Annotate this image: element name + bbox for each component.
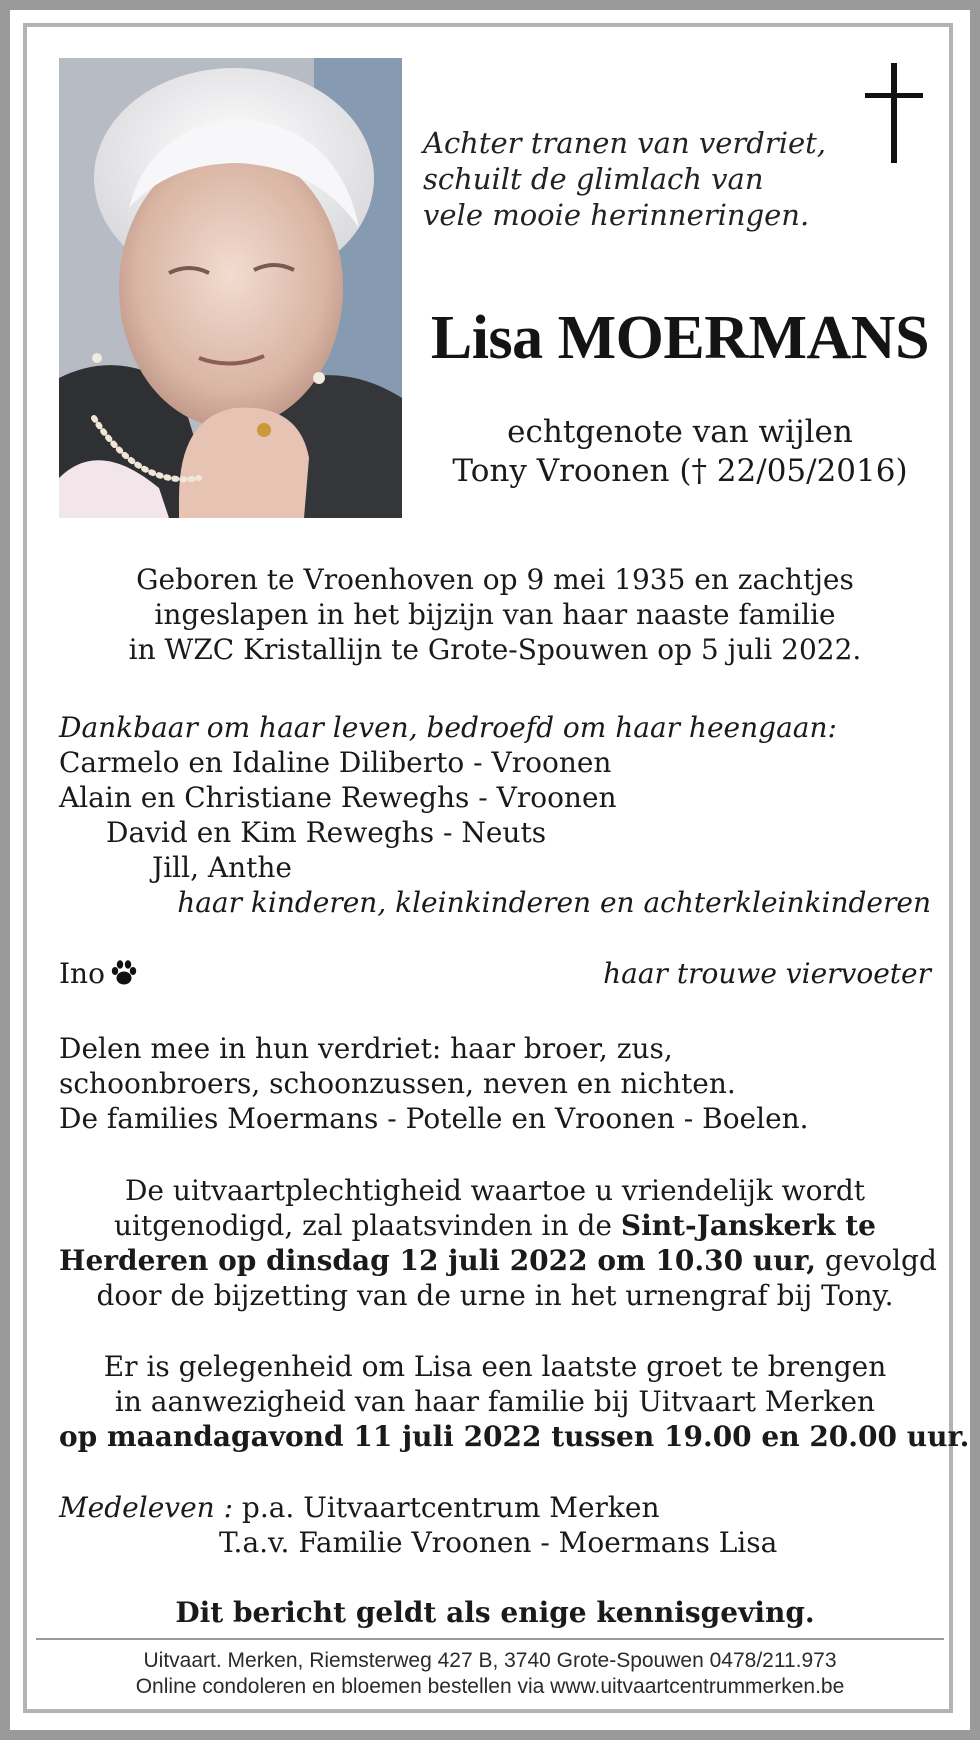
condolence-address [59,1490,931,1560]
ceremony-text: gevolgd [816,1244,937,1277]
ceremony-text: uitgenodigd, zal plaatsvinden in de [113,1209,621,1242]
paragraph-line: De uitvaartplechtigheid waartoe u vriendelijk wordt [124,1174,866,1207]
obituary-card [10,10,970,1730]
spouse-line: echtgenote van wijlen [507,414,853,450]
ceremony-datetime: Herderen op dinsdag 12 juli 2022 om 10.30 uur, [59,1244,817,1277]
condolence-text: p.a. Uitvaartcentrum Merken [233,1491,660,1524]
pet-row [59,956,931,991]
family-line: Carmelo en Idaline Diliberto - Vroonen [59,746,612,779]
paragraph-line: in WZC Kristallijn te Grote-Spouwen op 5 juli 2022. [128,633,862,666]
deceased-name: Lisa MOERMANS [430,304,930,372]
quote-line: vele mooie herinneringen. [423,198,810,232]
paragraph-line: Delen mee in hun verdriet: haar broer, zus, [59,1032,673,1065]
paragraph-line: in aanwezigheid van haar familie bij Uitvaart Merken [114,1385,876,1418]
paragraph-line: Er is gelegenheid om Lisa een laatste groet te brengen [103,1350,887,1383]
condolence-label: Medeleven : [59,1491,234,1524]
farewell-paragraph [59,1349,970,1454]
family-relation: haar kinderen, kleinkinderen en achterkleinkinderen [177,886,931,919]
family-intro: Dankbaar om haar leven, bedroefd om haar heengaan: [59,711,837,744]
birth-death-paragraph [59,562,931,667]
footer-online: Online condoleren en bloemen bestellen via www.uitvaartcentrummerken.be [135,1675,845,1698]
paragraph-line: ingeslapen in het bijzijn van haar naaste familie [154,598,836,631]
quote-line: Achter tranen van verdriet, [423,126,827,160]
paragraph-line [59,1243,937,1278]
pet-name: Ino [59,957,105,990]
notice-text: Dit bericht geldt als enige kennisgeving. [175,1596,815,1629]
pet-description: haar trouwe viervoeter [603,957,931,990]
ceremony-paragraph [59,1173,937,1313]
portrait-illustration [59,58,402,518]
paw-icon [109,959,139,987]
condolence-line [59,1490,931,1525]
family-line: Jill, Anthe [152,851,292,884]
spouse-line: Tony Vroonen († 22/05/2016) [452,453,908,489]
paragraph-line [59,1208,931,1243]
footer-divider [36,1638,944,1640]
condolence-line: T.a.v. Familie Vroonen - Moermans Lisa [219,1526,778,1559]
cross-icon [865,63,923,163]
family-section [59,710,931,920]
memorial-quote [423,125,843,233]
footer-address: Uitvaart. Merken, Riemsterweg 427 B, 3740 Grote-Spouwen 0478/211.973 [143,1649,837,1672]
farewell-datetime: op maandagavond 11 juli 2022 tussen 19.00 en 20.00 uur. [59,1420,970,1453]
ceremony-church: Sint-Janskerk te [620,1209,876,1242]
funeral-home-footer [36,1648,944,1700]
paragraph-line: door de bijzetting van de urne in het urnengraf bij Tony. [96,1279,894,1312]
spouse-info [410,413,950,491]
family-line: David en Kim Reweghs - Neuts [106,816,547,849]
paragraph-line: De families Moermans - Potelle en Vroonen - Boelen. [59,1102,809,1135]
paragraph-line: Geboren te Vroenhoven op 9 mei 1935 en zachtjes [136,563,854,596]
family-line: Alain en Christiane Reweghs - Vroonen [59,781,617,814]
sharing-paragraph [59,1031,931,1136]
paragraph-line: schoonbroers, schoonzussen, neven en nichten. [59,1067,736,1100]
quote-line: schuilt de glimlach van [423,162,764,196]
portrait-photo [59,58,402,518]
